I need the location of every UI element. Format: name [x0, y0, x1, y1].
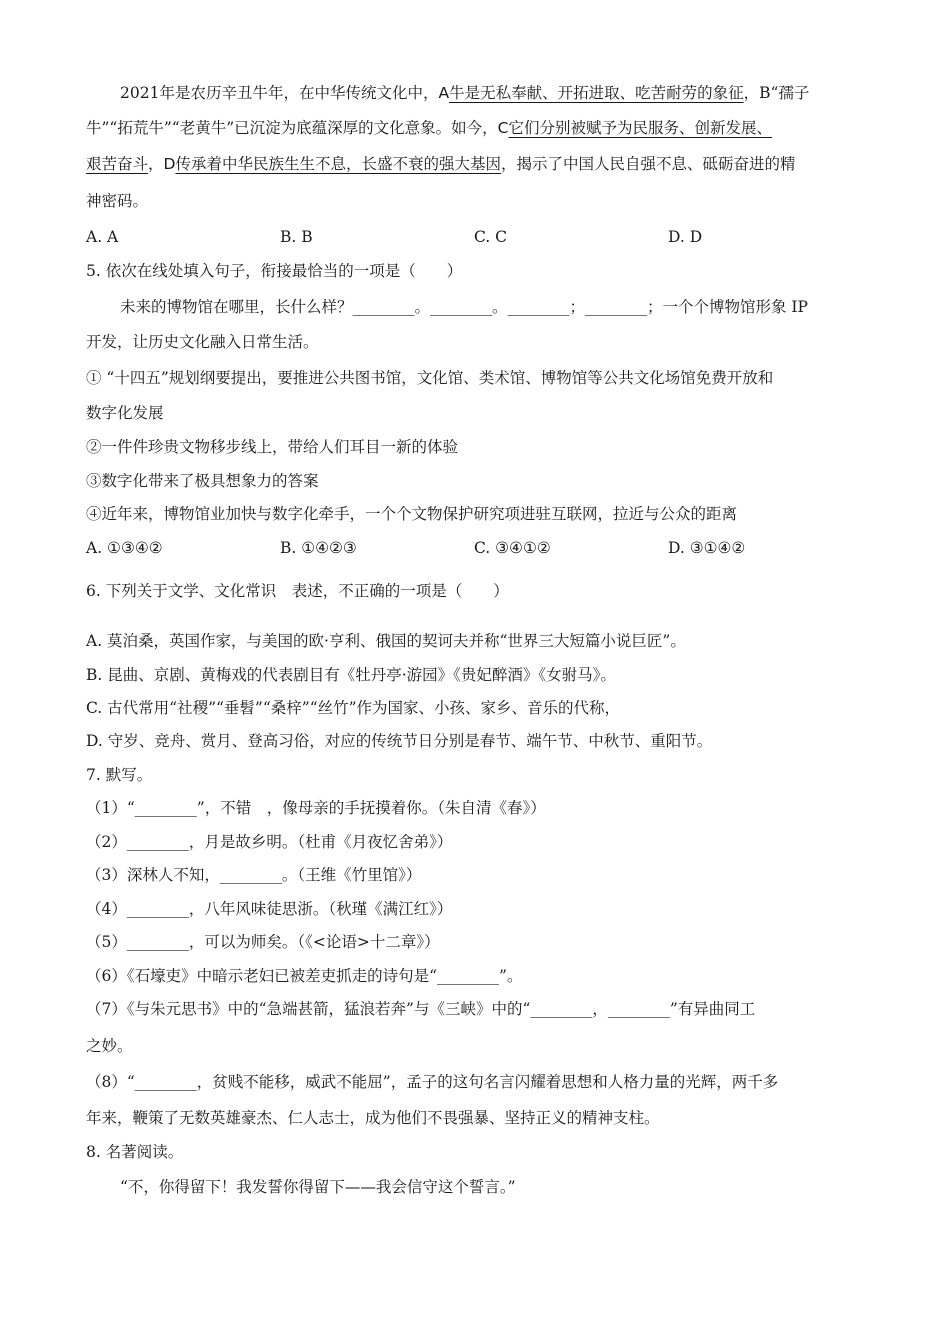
q4-text: ，揭示了中国人民自强不息、砥砺奋进的精 [500, 155, 796, 173]
q7-item-7-cont: 之妙。 [86, 1037, 133, 1055]
q4-line-1 [120, 82, 809, 104]
q6-option-b: B. 昆曲、京剧、黄梅戏的代表剧目有《牡丹亭·游园》《贵妃醉酒》《女驸马》。 [86, 666, 616, 684]
q5-sentence-3: ③数字化带来了极具想象力的答案 [86, 472, 319, 490]
q5-option-a: A. ①③④② [86, 539, 163, 557]
q4-underlined-c: 它们分别被赋予为民服务、创新发展、 [508, 119, 772, 137]
q5-option-b: B. ①④②③ [280, 539, 357, 557]
q5-title: 5. 依次在线处填入句子，衔接最恰当的一项是（ ） [86, 262, 463, 280]
q7-item-3: （3）深林人不知，________。（王维《竹里馆》） [86, 866, 422, 884]
q5-stem-2: 开发，让历史文化融入日常生活。 [86, 333, 319, 351]
q5-option-c: C. ③④①② [474, 539, 551, 557]
q4-text: 2021年是农历辛丑牛年，在中华传统文化中， [120, 84, 439, 102]
q4-text: 牛”“拓荒牛”“老黄牛”已沉淀为底蕴深厚的文化意象。如今， [86, 119, 498, 137]
q7-item-2: （2）________，月是故乡明。（杜甫《月夜忆舍弟》） [86, 833, 453, 851]
q5-sentence-1: ① “十四五”规划纲要提出，要推进公共图书馆，文化馆、类术馆、博物馆等公共文化场馆免费开放和 [86, 369, 774, 387]
q4-underlined-c-cont: 艰苦奋斗 [86, 155, 149, 173]
q4-line-3 [86, 153, 796, 175]
q4-line-2 [86, 117, 772, 139]
q5-option-d: D. ③①④② [668, 539, 746, 557]
q4-text: ， [148, 155, 164, 173]
q7-item-8-cont: 年来，鞭策了无数英雄豪杰、仁人志士，成为他们不畏强暴、坚持正义的精神支柱。 [86, 1109, 660, 1127]
q6-option-c: C. 古代常用“社稷”“垂髫”“桑梓”“丝竹”作为国家、小孩、家乡、音乐的代称， [86, 699, 621, 717]
q4-option-b: B. B [280, 228, 313, 246]
q7-title: 7. 默写。 [86, 766, 153, 784]
q4-option-c: C. C [474, 228, 508, 246]
q6-option-a: A. 莫泊桑，英国作家，与美国的欧·亨利、俄国的契诃夫并称“世界三大短篇小说巨匠”。 [86, 632, 686, 650]
q5-sentence-2: ②一件件珍贵文物移步线上，带给人们耳目一新的体验 [86, 438, 459, 456]
q4-label-c: C [497, 119, 509, 137]
q7-item-8: （8）“________，贫贱不能移，威武不能屈”，孟子的这句名言闪耀着思想和人格力量的光辉，两千多 [86, 1073, 779, 1091]
q6-title: 6. 下列关于文学、文化常识 表述，不正确的一项是（ ） [86, 582, 509, 600]
q4-option-a: A. A [86, 228, 119, 246]
q4-text: ，B“孺子 [743, 84, 810, 102]
q4-line-4: 神密码。 [86, 192, 149, 210]
q8-title: 8. 名著阅读。 [86, 1143, 184, 1161]
q8-quote: “不，你得留下！我发誓你得留下——我会信守这个誓言。” [120, 1178, 516, 1196]
q4-label-a: A [438, 84, 450, 102]
q5-stem-1: 未来的博物馆在哪里，长什么样？________。________。________；________；一个个博物馆形象 IP [120, 298, 808, 316]
q4-option-d: D. D [668, 228, 703, 246]
q7-item-6: （6）《石壕吏》中暗示老妇已被差吏抓走的诗句是“________”。 [86, 967, 523, 985]
q7-item-7: （7）《与朱元思书》中的“急端甚箭，猛浪若奔”与《三峡》中的“________，________”有异曲同工 [86, 1000, 756, 1018]
q4-underlined-a: 牛是无私奉献、开拓进取、吃苦耐劳的象征 [449, 84, 744, 102]
q7-item-4: （4）________，八年风味徒思浙。（秋瑾《满江红》） [86, 900, 453, 918]
q4-label-d: D [163, 155, 176, 173]
q5-sentence-1-cont: 数字化发展 [86, 404, 164, 422]
q5-sentence-4: ④近年来，博物馆业加快与数字化牵手，一个个文物保护研究项进驻互联网，拉近与公众的距离 [86, 505, 738, 523]
q6-option-d: D. 守岁、竞舟、赏月、登高习俗，对应的传统节日分别是春节、端午节、中秋节、重阳节。 [86, 732, 713, 750]
q4-underlined-d: 传承着中华民族生生不息，长盛不衰的强大基因 [175, 155, 501, 173]
q7-item-1: （1）“________”，不错 ，像母亲的手抚摸着你。（朱自清《春》） [86, 799, 546, 817]
q7-item-5: （5）________，可以为师矣。（《<论语>十二章》） [86, 933, 440, 951]
